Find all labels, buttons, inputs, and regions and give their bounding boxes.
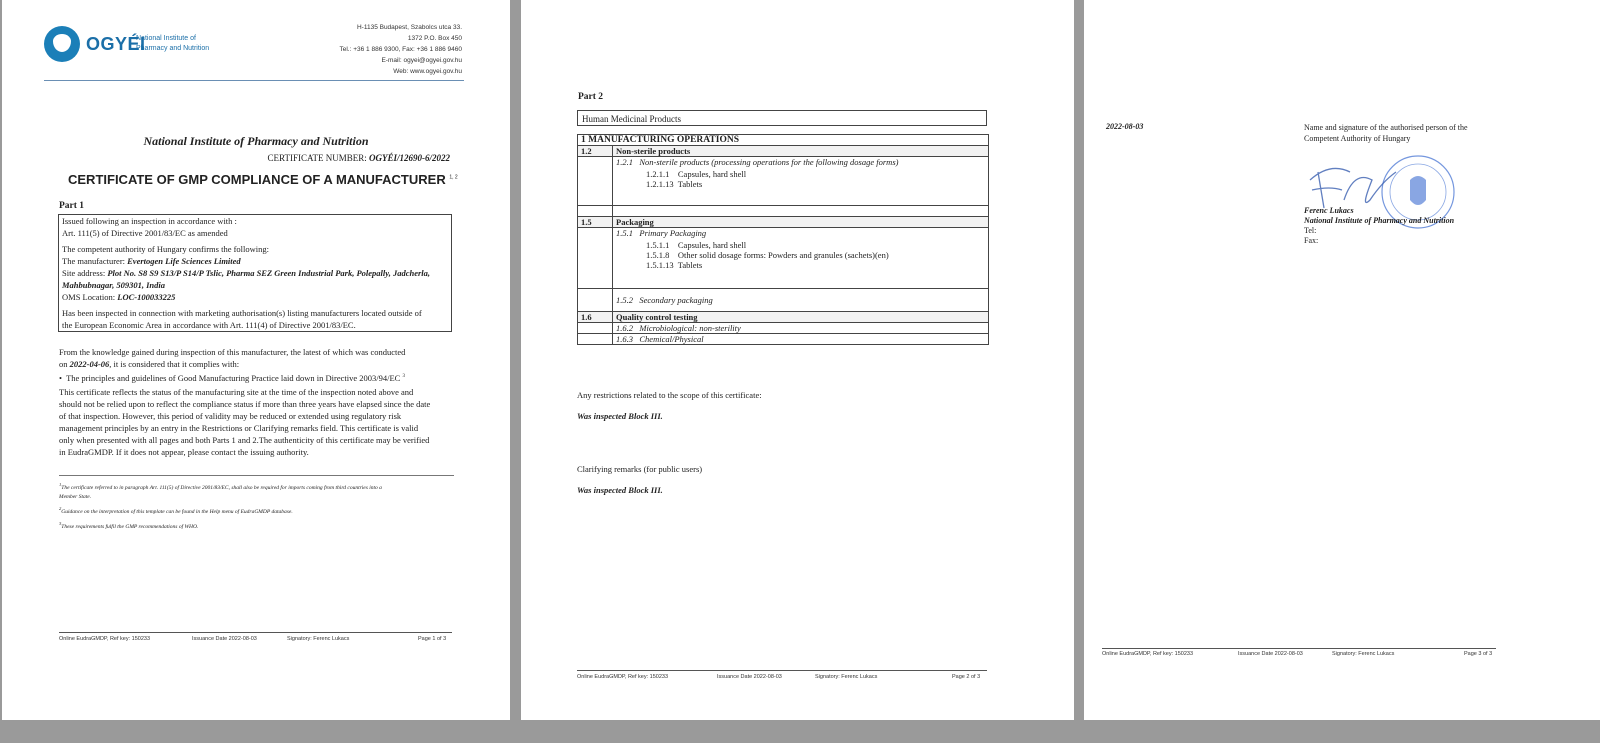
certificate-title-text: CERTIFICATE OF GMP COMPLIANCE OF A MANUFACTURER [68, 172, 446, 187]
footer-divider [577, 670, 987, 671]
site-label: Site address: [62, 268, 106, 278]
validity-line: in EudraGMDP. If it does not appear, please contact the issuing authority. [59, 446, 309, 457]
footer-page-number: Page 2 of 3 [952, 674, 981, 680]
signature-date: 2022-08-03 [1106, 122, 1144, 131]
institute-heading: National Institute of Pharmacy and Nutrition [143, 134, 369, 148]
part-2-heading: Part 2 [578, 92, 604, 102]
gmp-bullet: • The principles and guidelines of Good Manufacturing Practice laid down in Directive 2003/94/EC $^3$ [59, 372, 405, 383]
knowledge-line-2 [59, 358, 459, 370]
subsection-number: 1.6.3 [616, 334, 633, 344]
ogyei-logo [44, 26, 244, 66]
footer-date: Issuance Date 2022-08-03 [192, 636, 257, 642]
subsection-number: 1.2.1 [616, 157, 633, 167]
footer-ref: Online EudraGMDP, Ref key: 150233 [577, 674, 669, 680]
section-number: 1.5 [578, 217, 613, 228]
dosage-form-item: 1.2.1.1 Capsules, hard shell [646, 169, 747, 179]
signature-label [1304, 122, 1468, 144]
bullet-footnote-ref: 3 [402, 374, 405, 379]
validity-line: only when presented with all pages and both Parts 1 and 2.The authenticity of this certificate may be verified [59, 434, 430, 445]
dosage-form-item: 1.5.1.1 Capsules, hard shell [646, 240, 747, 250]
footnote-2: Guidance on the interpretation of this template can be found in the Help menu of EudraGMDP database. [61, 508, 293, 515]
part-1-heading: Part 1 [59, 201, 85, 211]
footer-ref: Online EudraGMDP, Ref key: 150233 [59, 636, 151, 642]
manufacturer-line [62, 255, 451, 267]
logo-name: OGYÉI [86, 34, 146, 54]
site-line [62, 267, 451, 279]
knowledge-post: , it is considered that it complies with: [109, 359, 240, 369]
page-2 [521, 0, 1074, 720]
part-1-box [58, 214, 452, 332]
title-footnote-ref: 1, 2 [449, 174, 458, 181]
operations-title: 1 MANUFACTURING OPERATIONS [578, 135, 989, 146]
subsection-label: Secondary packaging [639, 295, 713, 305]
logo-line-2: Pharmacy and Nutrition [136, 45, 210, 52]
knowledge-pre: on [59, 359, 68, 369]
page-1 [2, 0, 510, 720]
signatory-institute: National Institute of Pharmacy and Nutrition [1304, 216, 1455, 225]
box-line: The competent authority of Hungary confirms the following: [62, 244, 270, 254]
footer-ref: Online EudraGMDP, Ref key: 150233 [1102, 651, 1194, 657]
certificate-number [268, 153, 450, 163]
remarks-value: Was inspected Block III. [577, 485, 663, 495]
footer-date: Issuance Date 2022-08-03 [1238, 651, 1303, 657]
inspection-date: 2022-04-06 [69, 359, 110, 369]
box-line: the European Economic Area in accordance with Art. 111(4) of Directive 2001/83/EC. [62, 320, 356, 330]
box-line: Issued following an inspection in accordance with : [62, 216, 237, 226]
footnote-1: The certificate referred to in paragraph Art. 111(5) of Directive 2001/83/EC, shall also be required for imports coming from third countries into a [61, 484, 382, 491]
manufacturer-name: Evertogen Life Sciences Limited [127, 256, 241, 266]
subsection-number: 1.5.1 [616, 228, 633, 238]
footer-divider [59, 632, 452, 633]
validity-line: This certificate reflects the status of the manufacturing site at the time of the inspection noted above and [59, 386, 414, 397]
logo-subtitle [136, 34, 209, 54]
signatory-fax: Fax: [1304, 236, 1319, 245]
footer-date: Issuance Date 2022-08-03 [717, 674, 782, 680]
footer-page-number: Page 3 of 3 [1464, 651, 1493, 657]
address-line: Tel.: +36 1 886 9300, Fax: +36 1 886 9460 [339, 46, 462, 53]
subsection-label: Non-sterile products (processing operations for the following dosage forms) [639, 157, 899, 167]
certificate-title [68, 172, 458, 187]
section-label: Non-sterile products [613, 146, 989, 157]
subsection-label: Microbiological: non-sterility [639, 323, 741, 333]
site-address-1: Plot No. S8 S9 S13/P S14/P Tslic, Pharma SEZ Green Industrial Park, Polepally, Jadcherla, [107, 268, 431, 278]
signatory-name: Ferenc Lukacs [1304, 206, 1354, 215]
letterhead-address [339, 22, 462, 77]
address-line: E-mail: ogyei@ogyei.gov.hu [381, 57, 462, 64]
operations-table [577, 134, 989, 345]
manufacturer-label: The manufacturer: [62, 256, 126, 266]
restrictions-value: Was inspected Block III. [577, 411, 663, 421]
footer-signatory: Signatory: Ferenc Lukacs [815, 674, 878, 680]
validity-line: should not be relied upon to reflect the compliance status if more than three years have elapsed since the date [59, 398, 431, 409]
section-label: Packaging [613, 217, 989, 228]
box-line: Art. 111(5) of Directive 2001/83/EC as amended [62, 228, 228, 238]
footnote-1-cont: Member State. [59, 493, 92, 500]
section-number: 1.6 [578, 312, 613, 323]
product-category: Human Medicinal Products [577, 110, 987, 126]
footer-signatory: Signatory: Ferenc Lukacs [1332, 651, 1395, 657]
signature-label-2: Competent Authority of Hungary [1304, 134, 1411, 143]
logo-line-1: National Institute of [136, 35, 196, 42]
address-line: 1372 P.O. Box 450 [407, 35, 462, 42]
validity-paragraph [59, 386, 459, 458]
signature-label-1: Name and signature of the authorised person of the [1304, 123, 1468, 132]
subsection-number: 1.5.2 [616, 295, 633, 305]
dosage-form-item: 1.5.1.8 Other solid dosage forms: Powders and granules (sachets)(en) [646, 250, 889, 260]
dosage-form-item: 1.2.1.13 Tablets [646, 179, 703, 189]
section-label: Quality control testing [613, 312, 989, 323]
compliance-statement [59, 346, 459, 458]
oms-label: OMS Location: [62, 292, 116, 302]
signatory-block [1304, 206, 1454, 246]
signatory-tel: Tel: [1304, 226, 1317, 235]
page-3 [1084, 0, 1600, 720]
address-line: Web: www.ogyei.gov.hu [393, 68, 462, 75]
validity-line: management principles by an entry in the Restrictions or Clarifying remarks field. This certificate is valid [59, 422, 419, 433]
letterhead-divider [44, 80, 464, 81]
footer-divider [1102, 648, 1496, 649]
gmp-bullet-text: The principles and guidelines of Good Manufacturing Practice laid down in Directive 2003/94/EC [66, 372, 401, 383]
footnote-divider [59, 475, 454, 476]
site-address-2: Mahbubnagar, 509301, India [62, 280, 165, 290]
validity-line: of that inspection. However, this period of validity may be reduced or extended using regulatory risk [59, 410, 402, 421]
subsection-number: 1.6.2 [616, 323, 633, 333]
footer-signatory: Signatory: Ferenc Lukacs [287, 636, 350, 642]
box-line: Has been inspected in connection with marketing authorisation(s) listing manufacturers located outside of [62, 308, 422, 318]
ogyei-logo-icon [44, 26, 80, 62]
remarks-label: Clarifying remarks (for public users) [577, 464, 703, 474]
footnotes: $^1$The certificate referred to in paragraph Art. 111(5) of Directive 2001/83/EC, shall also be required for imports coming from third countries into a Member State. $^2$Guidance on the interpretation of this template can be found in the Help menu of EudraGMDP database. $^3$These requirements fulfil the GMP recommendations of WHO. [59, 480, 454, 531]
cert-number-value: OGYÉI/12690-6/2022 [369, 153, 450, 163]
oms-line [62, 291, 451, 303]
footnote-3: These requirements fulfil the GMP recommendations of WHO. [61, 523, 199, 530]
address-line: H-1135 Budapest, Szabolcs utca 33. [356, 24, 462, 31]
footer-page-number: Page 1 of 3 [418, 636, 447, 642]
section-number: 1.2 [578, 146, 613, 157]
subsection-label: Primary Packaging [639, 228, 707, 238]
oms-value: LOC-100033225 [117, 292, 176, 302]
knowledge-line-1: From the knowledge gained during inspection of this manufacturer, the latest of which was conducted [59, 347, 406, 357]
subsection-label: Chemical/Physical [639, 334, 704, 344]
dosage-form-item: 1.5.1.13 Tablets [646, 260, 703, 270]
restrictions-label: Any restrictions related to the scope of this certificate: [577, 390, 762, 400]
cert-number-label: CERTIFICATE NUMBER: [267, 153, 367, 163]
